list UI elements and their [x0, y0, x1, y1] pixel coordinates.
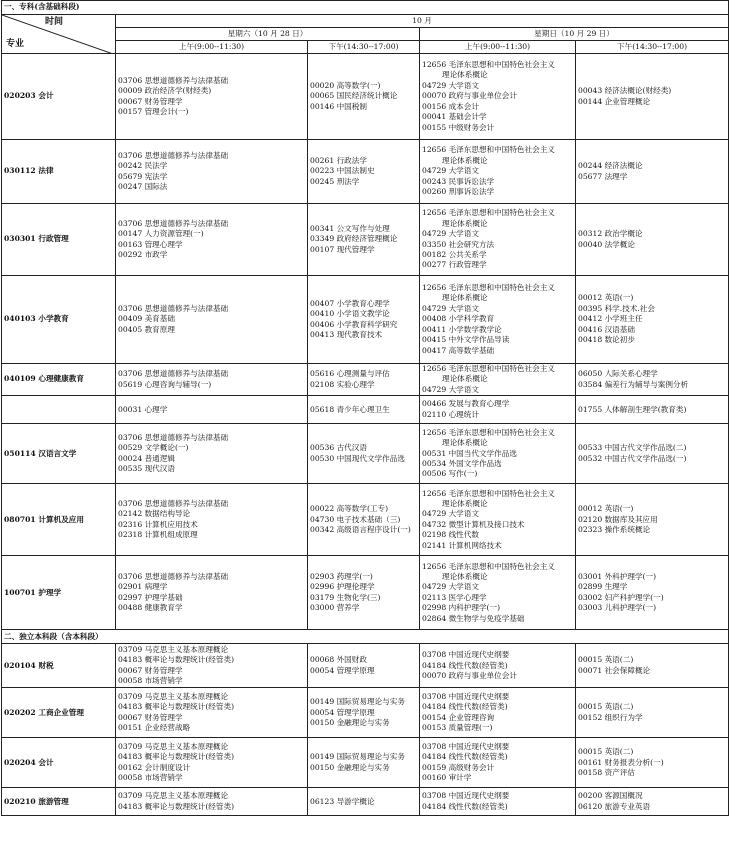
course-line: 04729 大学语文 [422, 509, 479, 519]
exam-cell [420, 364, 576, 396]
course-line: 00531 中国当代文学作品选 [422, 448, 517, 458]
course-line: 00149 国际贸易理论与实务 [310, 697, 405, 707]
exam-cell [576, 644, 729, 688]
course-line: 00012 英语(一) [578, 504, 634, 514]
course-line: 03706 思想道德修养与法律基础 [118, 75, 229, 85]
course-line: 06123 导游学概论 [310, 796, 375, 806]
schedule-row [2, 364, 729, 396]
course-line: 05677 法理学 [578, 171, 628, 181]
course-line: 00151 企业经营战略 [118, 723, 191, 733]
course-line: 05616 心理测量与评估 [310, 369, 390, 379]
course-line: 04729 大学语文 [422, 166, 479, 176]
course-line: 02316 计算机应用技术 [118, 519, 198, 529]
course-line: 03706 思想道德修养与法律基础 [118, 303, 229, 313]
course-line: 05679 宪法学 [118, 171, 168, 181]
schedule-row [2, 484, 729, 556]
course-line: 00182 公共关系学 [422, 249, 487, 259]
schedule-row [2, 788, 729, 816]
course-line: 00058 市场营销学 [118, 773, 183, 783]
schedule-row [2, 644, 729, 688]
course-line: 12656 毛泽东思想和中国特色社会主义 [422, 427, 555, 437]
exam-cell [308, 364, 420, 396]
course-line: 04183 概率论与数理统计(经管类) [118, 702, 235, 712]
exam-cell [308, 788, 420, 816]
exam-cell [116, 738, 308, 788]
exam-cell [308, 276, 420, 364]
course-line: 02998 内科护理学(一) [422, 603, 501, 613]
schedule-row [2, 424, 729, 484]
course-line: 00067 财务管理学 [118, 96, 183, 106]
sun-pm-header: 下午(14:30--17:00) [576, 41, 729, 54]
time-label: 时间 [44, 17, 63, 27]
exam-cell [308, 140, 420, 204]
exam-cell [116, 364, 308, 396]
course-line: 00407 小学教育心理学 [310, 298, 390, 308]
course-line: 03706 思想道德修养与法律基础 [118, 369, 229, 379]
course-line: 理论体系概论 [442, 498, 488, 508]
course-line: 05618 青少年心理卫生 [310, 404, 390, 414]
course-line: 理论体系概论 [442, 218, 488, 228]
exam-cell [116, 396, 308, 424]
course-line: 03709 马克思主义基本原理概论 [118, 691, 229, 701]
course-line: 02901 病理学 [118, 582, 168, 592]
course-line: 12656 毛泽东思想和中国特色社会主义 [422, 364, 555, 373]
course-line: 00144 企业管理概论 [578, 96, 651, 106]
course-line: 04183 概率论与数理统计(经管类) [118, 801, 235, 811]
course-line: 03706 思想道德修养与法律基础 [118, 218, 229, 228]
course-line: 00245 刑法学 [310, 176, 360, 186]
course-line: 00054 管理学原理 [310, 707, 375, 717]
course-line: 01755 人体解剖生理学(教育类) [578, 404, 687, 414]
course-line: 00417 高等数学基础 [422, 345, 495, 355]
course-line: 00532 中国古代文学作品选(一) [578, 453, 687, 463]
course-line: 03708 中国近现代史纲要 [422, 650, 510, 660]
course-line: 03706 思想道德修养与法律基础 [118, 571, 229, 581]
schedule-row [2, 140, 729, 204]
exam-cell [420, 644, 576, 688]
sat-am-header: 上午(9:00--11:30) [116, 41, 308, 54]
course-line: 05619 心理咨询与辅导(一) [118, 379, 212, 389]
exam-cell [576, 396, 729, 424]
course-line: 00535 现代汉语 [118, 464, 175, 474]
course-line: 00152 组织行为学 [578, 712, 643, 722]
course-line: 00150 金融理论与实务 [310, 717, 390, 727]
exam-cell [576, 738, 729, 788]
course-line: 00536 古代汉语 [310, 443, 367, 453]
course-line: 00155 中级财务会计 [422, 122, 495, 132]
course-line: 03708 中国近现代史纲要 [422, 741, 510, 751]
course-line: 02141 计算机网络技术 [422, 540, 502, 550]
course-line: 00041 基础会计学 [422, 112, 487, 122]
exam-cell [308, 484, 420, 556]
course-line: 03179 生物化学(三) [310, 592, 381, 602]
exam-cell [576, 688, 729, 738]
exam-cell [420, 688, 576, 738]
course-line: 00022 高等数学(工专) [310, 504, 389, 514]
course-line: 04184 线性代数(经管类) [422, 660, 508, 670]
exam-cell [116, 556, 308, 630]
course-line: 02899 生理学 [578, 582, 628, 592]
course-line: 00411 小学数学教学论 [422, 324, 502, 334]
course-line: 00031 心理学 [118, 404, 168, 414]
section-2-row [2, 630, 729, 644]
course-line: 03706 思想道德修养与法律基础 [118, 498, 229, 508]
exam-cell [420, 424, 576, 484]
course-line: 理论体系概论 [442, 438, 488, 448]
course-line: 00070 政府与事业单位会计 [422, 670, 517, 680]
exam-cell [420, 204, 576, 276]
exam-cell [116, 688, 308, 738]
course-line: 00406 小学教育科学研究 [310, 319, 398, 329]
course-line: 00067 财务管理学 [118, 712, 183, 722]
exam-cell [576, 54, 729, 140]
course-line: 00157 管理会计(一) [118, 106, 189, 116]
schedule-row [2, 688, 729, 738]
course-line: 02318 计算机组成原理 [118, 530, 198, 540]
exam-cell [420, 738, 576, 788]
exam-cell [576, 276, 729, 364]
course-line: 03001 外科护理学(一) [578, 571, 657, 581]
exam-cell [308, 54, 420, 140]
major-cell: 080701 计算机及应用 [2, 484, 116, 556]
exam-cell [116, 484, 308, 556]
course-line: 00418 数论初步 [578, 335, 635, 345]
schedule-row [2, 54, 729, 140]
exam-cell [308, 424, 420, 484]
course-line: 00012 英语(一) [578, 293, 634, 303]
exam-cell [420, 484, 576, 556]
course-line: 04730 电子技术基础（三) [310, 514, 401, 524]
month-header: 10 月 [116, 15, 729, 28]
course-line: 00070 政府与事业单位会计 [422, 91, 517, 101]
course-line: 06050 人际关系心理学 [578, 369, 658, 379]
course-line: 12656 毛泽东思想和中国特色社会主义 [422, 60, 555, 70]
course-line: 00147 人力资源管理(一) [118, 229, 204, 239]
course-line: 04729 大学语文 [422, 582, 479, 592]
course-line: 04184 线性代数(经管类) [422, 752, 508, 762]
course-line: 00015 英语(二) [578, 655, 634, 665]
diagonal-header-cell [2, 15, 116, 54]
major-cell: 020202 工商企业管理 [2, 688, 116, 738]
schedule-row [2, 276, 729, 364]
course-line: 00015 英语(二) [578, 747, 634, 757]
course-line: 02142 数据结构导论 [118, 509, 191, 519]
course-line: 02996 护理伦理学 [310, 582, 375, 592]
course-line: 02110 心理统计 [422, 409, 479, 419]
course-line: 00158 资产评估 [578, 767, 635, 777]
major-cell: 030112 法律 [2, 140, 116, 204]
course-line: 00162 会计制度设计 [118, 762, 191, 772]
course-line: 00067 财务管理学 [118, 665, 183, 675]
course-line: 02120 数据库及其应用 [578, 514, 658, 524]
header-row-month [2, 15, 729, 28]
course-line: 00160 审计学 [422, 773, 472, 783]
course-line: 03000 营养学 [310, 603, 360, 613]
exam-cell [308, 688, 420, 738]
course-line: 02113 医学心理学 [422, 592, 487, 602]
course-line: 00405 教育原理 [118, 324, 175, 334]
course-line: 03349 政府经济管理概论 [310, 234, 398, 244]
course-line: 04184 线性代数(经管类) [422, 702, 508, 712]
course-line: 04729 大学语文 [422, 303, 479, 313]
course-line: 00107 现代管理学 [310, 244, 375, 254]
course-line: 00341 公文写作与处理 [310, 223, 390, 233]
course-line: 00153 质量管理(一) [422, 723, 493, 733]
course-line: 00058 市场营销学 [118, 676, 183, 686]
course-line: 00024 普通逻辑 [118, 453, 175, 463]
course-line: 12656 毛泽东思想和中国特色社会主义 [422, 488, 555, 498]
course-line: 00529 文学概论(一) [118, 443, 189, 453]
course-line: 00163 管理心理学 [118, 239, 183, 249]
course-line: 00395 科学.技术.社会 [578, 303, 655, 313]
course-line: 00412 小学班主任 [578, 314, 643, 324]
course-line: 00065 国民经济统计概论 [310, 91, 398, 101]
course-line: 03003 儿科护理学(一) [578, 603, 657, 613]
exam-cell [576, 556, 729, 630]
course-line: 00223 中国法制史 [310, 166, 375, 176]
exam-cell [576, 788, 729, 816]
exam-cell [116, 204, 308, 276]
major-cell: 020203 会计 [2, 54, 116, 140]
saturday-header: 星期六（10 月 28 日） [116, 28, 420, 41]
course-line: 00071 社会保障概论 [578, 665, 651, 675]
exam-cell [308, 644, 420, 688]
course-line: 03709 马克思主义基本原理概论 [118, 791, 229, 801]
course-line: 00149 国际贸易理论与实务 [310, 752, 405, 762]
course-line: 04729 大学语文 [422, 80, 479, 90]
schedule-row [2, 738, 729, 788]
course-line: 00200 客源国概况 [578, 791, 643, 801]
course-line: 00261 行政法学 [310, 155, 367, 165]
course-line: 00342 高级语言程序设计(一) [310, 524, 411, 534]
course-line: 03709 马克思主义基本原理概论 [118, 741, 229, 751]
section-1-title: 一、专科(含基础科段) [2, 1, 729, 15]
course-line: 00161 财务报表分析(一) [578, 757, 664, 767]
course-line: 00292 市政学 [118, 249, 168, 259]
course-line: 00408 小学科学教育 [422, 314, 495, 324]
course-line: 00043 经济法概论(财经类) [578, 86, 672, 96]
course-line: 00040 法学概论 [578, 239, 635, 249]
course-line: 02108 实验心理学 [310, 379, 375, 389]
course-line: 04729 大学语文 [422, 384, 479, 394]
course-line: 04732 微型计算机及接口技术 [422, 519, 525, 529]
course-line: 03002 妇产科护理学(一) [578, 592, 664, 602]
course-line: 00312 政治学概论 [578, 229, 643, 239]
section-2-title: 二、独立本科段（含本科段） [2, 630, 729, 644]
course-line: 12656 毛泽东思想和中国特色社会主义 [422, 283, 555, 293]
course-line: 03584 偏差行为辅导与案例分析 [578, 379, 689, 389]
major-cell: 020104 财税 [2, 644, 116, 688]
exam-cell [308, 204, 420, 276]
course-line: 04729 大学语文 [422, 229, 479, 239]
major-cell: 030301 行政管理 [2, 204, 116, 276]
course-line: 00466 发展与教育心理学 [422, 399, 510, 409]
course-line: 00277 行政管理学 [422, 260, 487, 270]
major-cell: 040103 小学教育 [2, 276, 116, 364]
course-line: 理论体系概论 [442, 70, 488, 80]
schedule-row [2, 396, 729, 424]
exam-cell [576, 140, 729, 204]
exam-cell [420, 788, 576, 816]
exam-cell [308, 738, 420, 788]
exam-schedule-table [1, 0, 729, 816]
major-cell: 020210 旅游管理 [2, 788, 116, 816]
course-line: 00156 成本会计 [422, 101, 479, 111]
course-line: 02323 操作系统概论 [578, 524, 651, 534]
course-line: 00534 外国文学作品选 [422, 458, 502, 468]
major-cell: 050114 汉语言文学 [2, 424, 116, 484]
course-line: 00530 中国现代文学作品选 [310, 453, 405, 463]
major-label: 专业 [6, 38, 25, 49]
schedule-row [2, 204, 729, 276]
course-line: 00054 管理学原理 [310, 665, 375, 675]
exam-cell [116, 424, 308, 484]
exam-cell [308, 396, 420, 424]
course-line: 03706 思想道德修养与法律基础 [118, 150, 229, 160]
exam-cell [576, 204, 729, 276]
course-line: 00260 刑事诉讼法学 [422, 187, 495, 197]
course-line: 06120 旅游专业英语 [578, 801, 651, 811]
major-cell: 100701 护理学 [2, 556, 116, 630]
course-line: 00068 外国财政 [310, 655, 367, 665]
course-line: 理论体系概论 [442, 571, 488, 581]
sunday-header: 星期日（10 月 29 日） [420, 28, 729, 41]
course-line: 00020 高等数学(一) [310, 80, 381, 90]
course-line: 03708 中国近现代史纲要 [422, 691, 510, 701]
course-line: 00415 中外文学作品导读 [422, 335, 510, 345]
course-line: 00009 政治经济学(财经类) [118, 86, 212, 96]
course-line: 04183 概率论与数理统计(经管类) [118, 752, 235, 762]
course-line: 00506 写作(一) [422, 469, 478, 479]
exam-cell [576, 484, 729, 556]
course-line: 00159 高级财务会计 [422, 762, 495, 772]
exam-cell [116, 276, 308, 364]
course-line: 00533 中国古代文学作品选(二) [578, 443, 687, 453]
course-line: 12656 毛泽东思想和中国特色社会主义 [422, 561, 555, 571]
course-line: 12656 毛泽东思想和中国特色社会主义 [422, 145, 555, 155]
course-line: 理论体系概论 [442, 293, 488, 303]
course-line: 00154 企业管理咨询 [422, 712, 495, 722]
exam-cell [420, 54, 576, 140]
exam-cell [576, 424, 729, 484]
course-line: 03350 社会研究方法 [422, 239, 495, 249]
exam-cell [576, 364, 729, 396]
schedule-row [2, 556, 729, 630]
sat-pm-header: 下午(14:30--17:00) [308, 41, 420, 54]
exam-cell [116, 644, 308, 688]
exam-cell [420, 556, 576, 630]
major-cell: 020204 会计 [2, 738, 116, 788]
section-1-row [2, 1, 729, 15]
course-line: 03708 中国近现代史纲要 [422, 791, 510, 801]
course-line: 12656 毛泽东思想和中国特色社会主义 [422, 208, 555, 218]
exam-cell [116, 788, 308, 816]
exam-cell [116, 54, 308, 140]
course-line: 02198 线性代数 [422, 530, 479, 540]
course-line: 00244 经济法概论 [578, 161, 643, 171]
exam-cell [420, 140, 576, 204]
exam-cell [420, 396, 576, 424]
course-line: 00150 金融理论与实务 [310, 762, 390, 772]
course-line: 03709 马克思主义基本原理概论 [118, 644, 229, 654]
course-line: 00242 民法学 [118, 161, 168, 171]
course-line: 04183 概率论与数理统计(经管类) [118, 655, 235, 665]
course-line: 03706 思想道德修养与法律基础 [118, 432, 229, 442]
course-line: 00243 民事诉讼法学 [422, 176, 495, 186]
course-line: 02997 护理学基础 [118, 592, 183, 602]
course-line: 00146 中国税制 [310, 101, 367, 111]
exam-cell [116, 140, 308, 204]
course-line: 02864 微生物学与免疫学基础 [422, 613, 525, 623]
course-line: 理论体系概论 [442, 374, 488, 384]
course-line: 00410 小学语文教学论 [310, 309, 390, 319]
course-line: 04184 线性代数(经管类) [422, 801, 508, 811]
course-line: 02903 药理学(一) [310, 571, 373, 581]
course-line: 00247 国际法 [118, 181, 168, 191]
major-cell: 040109 心理健康教育 [2, 364, 116, 396]
course-line: 00413 现代教育技术 [310, 329, 383, 339]
course-line: 00409 美育基础 [118, 314, 175, 324]
course-line: 理论体系概论 [442, 155, 488, 165]
major-cell [2, 396, 116, 424]
course-line: 00416 汉语基础 [578, 324, 635, 334]
course-line: 00488 健康教育学 [118, 603, 183, 613]
course-line: 00015 英语(二) [578, 702, 634, 712]
exam-cell [420, 276, 576, 364]
exam-cell [308, 556, 420, 630]
sun-am-header: 上午(9:00--11:30) [420, 41, 576, 54]
